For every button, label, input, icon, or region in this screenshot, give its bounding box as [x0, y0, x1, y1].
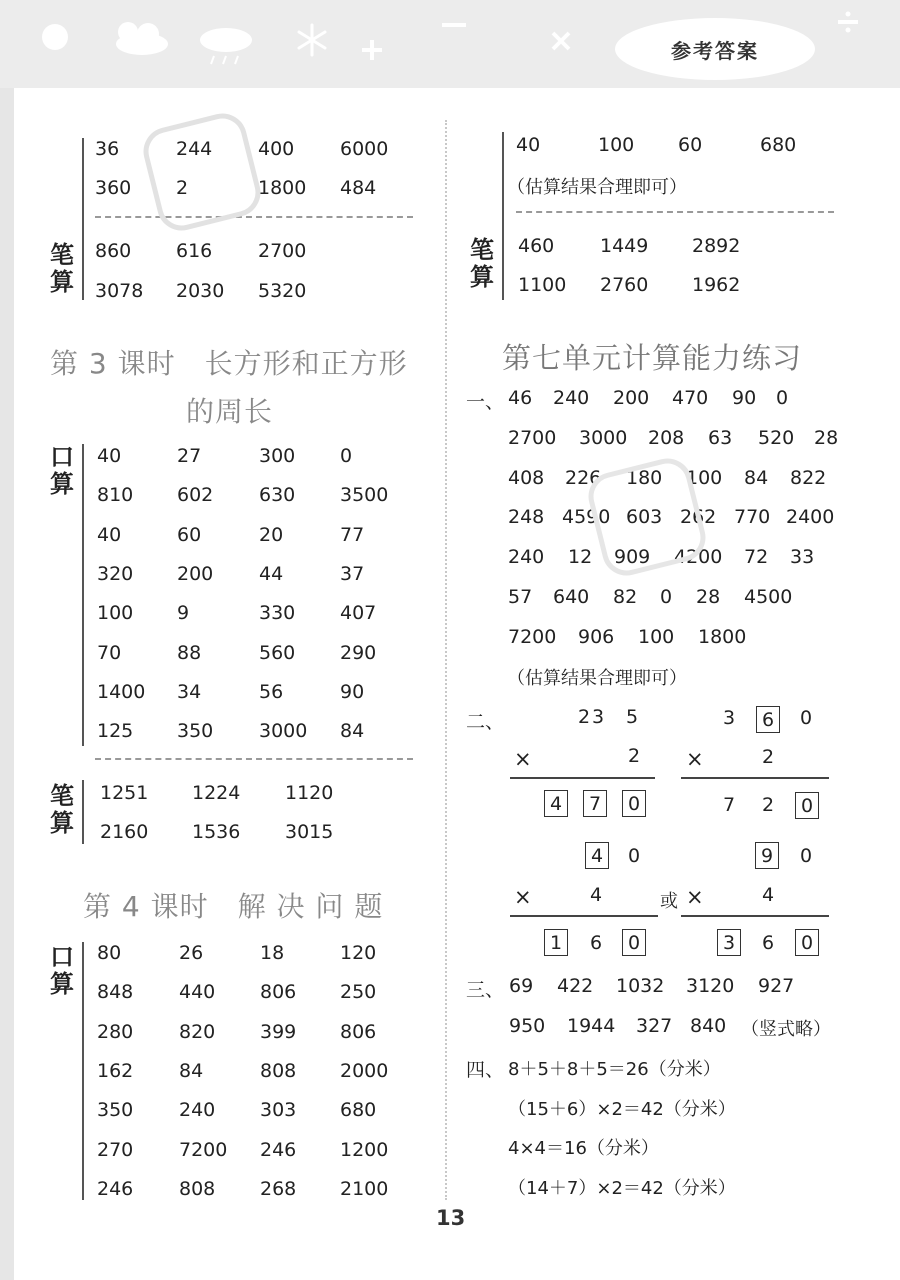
sum-line	[681, 777, 829, 779]
answer-cell: 7200	[508, 625, 557, 648]
answer-cell: 100	[97, 602, 134, 625]
answer-cell: 9	[177, 602, 190, 625]
answer-cell: 3120	[686, 975, 735, 997]
answer-cell: 1251	[100, 782, 149, 804]
question-3-marker: 三、	[466, 979, 505, 1001]
answer-cell: 2100	[340, 1177, 389, 1200]
bracket-line	[82, 780, 84, 844]
answer-cell: 36	[95, 138, 120, 160]
answer-cell: 4500	[744, 586, 793, 608]
rain-icon	[198, 24, 256, 68]
sun-icon	[40, 22, 70, 52]
answer-cell: 1962	[692, 274, 741, 296]
answer-cell: 560	[259, 641, 296, 664]
answer-cell: 240	[553, 387, 590, 409]
answer-cell: 602	[177, 484, 214, 507]
answer-cell: 950	[509, 1015, 546, 1037]
answer-cell: 2400	[786, 506, 835, 529]
answer-cell: 246	[260, 1138, 297, 1161]
answer-cell: 2030	[176, 280, 225, 302]
answer-cell: 28	[814, 426, 839, 449]
answer-cell: 3000	[579, 426, 628, 449]
answer-cell: 180	[626, 466, 663, 489]
divide-icon	[836, 10, 860, 34]
answer-cell: 927	[758, 975, 795, 997]
digit: 6	[762, 932, 775, 954]
answer-cell: 400	[258, 138, 295, 160]
answer-cell: 28	[696, 586, 721, 608]
answer-cell: 1100	[518, 274, 567, 296]
answer-cell: 770	[734, 506, 771, 529]
answer-cell: 630	[259, 484, 296, 507]
answer-cell: 84	[179, 1059, 204, 1082]
bracket-line	[82, 138, 84, 300]
answer-box: 1	[544, 929, 568, 956]
answer-cell: 840	[690, 1015, 727, 1037]
answer-cell: 200	[177, 562, 214, 585]
answer-box: 0	[622, 929, 646, 956]
answer-cell: 680	[340, 1099, 377, 1122]
answer-cell: 2700	[258, 240, 307, 262]
cloudy-icon	[110, 18, 172, 58]
answer-cell: 20	[259, 523, 284, 546]
answer-cell: 37	[340, 562, 365, 585]
answer-cell: 90	[340, 680, 365, 703]
bracket-line	[502, 132, 504, 300]
answer-cell: 125	[97, 720, 134, 743]
section-divider	[516, 211, 834, 213]
answer-cell: 1032	[616, 975, 665, 997]
digit: 7	[723, 794, 736, 816]
answer-cell: 56	[259, 680, 284, 703]
answer-cell: 162	[97, 1059, 134, 1082]
answer-cell: 1449	[600, 235, 649, 257]
answer-cell: 60	[177, 523, 202, 546]
lesson3-title-line2: 的周长	[186, 395, 274, 428]
answer-cell: 2000	[340, 1059, 389, 1082]
answer-cell: 84	[340, 720, 365, 743]
answer-cell: 57	[508, 586, 533, 608]
watermark-logo	[585, 455, 715, 585]
bracket-line	[82, 942, 84, 1200]
answer-cell: 69	[509, 975, 534, 997]
answer-cell: 810	[97, 484, 134, 507]
answer-box: 4	[544, 790, 568, 817]
answer-cell: 100	[686, 466, 723, 489]
answer-cell: 848	[97, 981, 134, 1004]
answer-cell: 250	[340, 981, 377, 1004]
answer-cell: 300	[259, 445, 296, 467]
answer-cell: 2160	[100, 821, 149, 843]
answer-box: 0	[795, 792, 819, 819]
digit: 6	[590, 932, 603, 954]
oral-calc-label: 口算	[50, 443, 74, 498]
answer-cell: 909	[614, 546, 651, 569]
answer-cell: 1800	[258, 177, 307, 199]
answer-cell: 2892	[692, 235, 741, 257]
answer-cell: 408	[508, 466, 545, 489]
minus-icon	[440, 20, 468, 30]
answer-cell: 860	[95, 240, 132, 262]
answer-box: 0	[622, 790, 646, 817]
equation-line: 4×4＝16（分米）	[508, 1138, 659, 1159]
answer-cell: 44	[259, 562, 284, 585]
answer-cell: 460	[518, 235, 555, 257]
answer-cell: 822	[790, 466, 827, 489]
answer-cell: 3000	[259, 720, 308, 743]
question-2-marker: 二、	[466, 711, 505, 733]
sum-line	[510, 777, 655, 779]
answer-cell: 806	[260, 981, 297, 1004]
plus-icon	[360, 38, 384, 62]
watermark-logo	[140, 110, 270, 240]
header-bar	[0, 0, 900, 88]
answer-cell: 33	[790, 546, 815, 569]
omitted-note: （竖式略）	[741, 1019, 831, 1040]
digit: 3	[723, 707, 736, 729]
answer-box: 7	[583, 790, 607, 817]
answer-cell: 7200	[179, 1138, 228, 1161]
answer-cell: 4590	[562, 506, 611, 529]
answer-cell: 246	[97, 1177, 134, 1200]
answer-cell: 303	[260, 1099, 297, 1122]
answer-cell: 680	[760, 134, 797, 156]
answer-cell: 520	[758, 426, 795, 449]
multiply-sign: ×	[686, 885, 704, 909]
answer-cell: 90	[732, 387, 757, 409]
answer-cell: 3500	[340, 484, 389, 507]
digit: 0	[800, 845, 813, 867]
equation-line: （14＋7）×2＝42（分米）	[508, 1178, 736, 1199]
answer-cell: 84	[744, 466, 769, 489]
answer-cell: 1400	[97, 680, 146, 703]
sum-line	[510, 915, 658, 917]
answer-cell: 616	[176, 240, 213, 262]
answer-cell: 1120	[285, 782, 334, 804]
answer-cell: 100	[598, 134, 635, 156]
answer-cell: 18	[260, 942, 285, 964]
answer-cell: 808	[179, 1177, 216, 1200]
answer-cell: 40	[516, 134, 541, 156]
answer-cell: 280	[97, 1020, 134, 1043]
answer-cell: 1536	[192, 821, 241, 843]
digit: 0	[628, 845, 641, 867]
answer-box: 0	[795, 929, 819, 956]
answer-cell: 484	[340, 177, 377, 199]
answer-cell: 82	[613, 586, 638, 608]
answer-cell: 80	[97, 942, 122, 964]
answer-box: 4	[585, 842, 609, 869]
answer-cell: 290	[340, 641, 377, 664]
answer-cell: 1200	[340, 1138, 389, 1161]
question-4-marker: 四、	[466, 1059, 505, 1081]
page-number: 13	[436, 1206, 466, 1230]
answer-cell: 640	[553, 586, 590, 608]
answer-cell: 350	[97, 1099, 134, 1122]
multiply-sign: ×	[686, 747, 704, 771]
answer-cell: 27	[177, 445, 202, 467]
answer-cell: 46	[508, 387, 533, 409]
answer-cell: 399	[260, 1020, 297, 1043]
answer-cell: 40	[97, 445, 122, 467]
answer-cell: 0	[776, 387, 789, 409]
written-calc-label: 笔算	[50, 782, 74, 837]
answer-cell: 3078	[95, 280, 144, 302]
answer-cell: 60	[678, 134, 703, 156]
answer-box: 3	[717, 929, 741, 956]
answer-cell: 88	[177, 641, 202, 664]
answer-cell: 0	[660, 586, 673, 608]
digit: 2	[578, 706, 591, 728]
answer-cell: 244	[176, 138, 213, 160]
digit: 5	[626, 706, 639, 728]
section-divider	[95, 758, 413, 760]
answer-cell: 0	[340, 445, 353, 467]
answer-cell: 320	[97, 562, 134, 585]
answer-cell: 1944	[567, 1015, 616, 1037]
answer-cell: 6000	[340, 138, 389, 160]
answer-cell: 4200	[674, 546, 723, 569]
written-calc-label: 笔算	[470, 236, 494, 291]
multiply-sign: ×	[514, 885, 532, 909]
answer-cell: 12	[568, 546, 593, 569]
answer-cell: 1224	[192, 782, 241, 804]
question-1-marker: 一、	[466, 391, 505, 413]
answer-cell: 422	[557, 975, 594, 997]
digit: 4	[590, 884, 603, 906]
digit: 3	[592, 706, 605, 728]
estimate-note: （估算结果合理即可）	[507, 177, 687, 198]
equation-line: （15＋6）×2＝42（分米）	[508, 1099, 736, 1120]
digit: 0	[800, 707, 813, 729]
answer-cell: 72	[744, 546, 769, 569]
oral-calc-label: 口算	[50, 943, 74, 998]
answer-cell: 63	[708, 426, 733, 449]
answer-cell: 200	[613, 387, 650, 409]
answer-cell: 330	[259, 602, 296, 625]
answer-cell: 1800	[698, 625, 747, 648]
answer-cell: 34	[177, 680, 202, 703]
estimate-note: （估算结果合理即可）	[507, 668, 687, 689]
lesson3-title: 第 3 课时 长方形和正方形	[50, 347, 408, 380]
answer-cell: 240	[508, 546, 545, 569]
digit: 2	[762, 794, 775, 816]
bracket-line	[82, 444, 84, 746]
answer-cell: 208	[648, 426, 685, 449]
answer-cell: 77	[340, 523, 365, 546]
answer-cell: 268	[260, 1177, 297, 1200]
lesson4-title: 第 4 课时 解 决 问 题	[83, 890, 384, 923]
answer-cell: 40	[97, 523, 122, 546]
unit7-title: 第七单元计算能力练习	[502, 341, 803, 375]
answer-cell: 350	[177, 720, 214, 743]
left-margin-band	[0, 88, 14, 1280]
answer-cell: 120	[340, 942, 377, 964]
answer-cell: 820	[179, 1020, 216, 1043]
sum-line	[681, 915, 829, 917]
snowflake-icon	[294, 22, 330, 58]
answer-cell: 100	[638, 625, 675, 648]
multiply-sign: ×	[514, 747, 532, 771]
answer-cell: 248	[508, 506, 545, 529]
answer-cell: 470	[672, 387, 709, 409]
answer-cell: 2	[176, 177, 189, 199]
times-icon	[550, 30, 572, 52]
written-calc-label: 笔算	[50, 241, 74, 296]
digit: 4	[762, 884, 775, 906]
answer-cell: 407	[340, 602, 377, 625]
answer-cell: 226	[565, 466, 602, 489]
answer-key-badge: 参考答案	[615, 18, 815, 80]
digit: 2	[628, 745, 641, 767]
answer-cell: 360	[95, 177, 132, 199]
answer-cell: 3015	[285, 821, 334, 843]
answer-cell: 603	[626, 506, 663, 529]
answer-box: 9	[755, 842, 779, 869]
answer-cell: 808	[260, 1059, 297, 1082]
answer-cell: 806	[340, 1020, 377, 1043]
equation-line: 8＋5＋8＋5＝26（分米）	[508, 1059, 721, 1080]
answer-cell: 440	[179, 981, 216, 1004]
answer-cell: 2700	[508, 426, 557, 449]
digit: 2	[762, 746, 775, 768]
answer-cell: 270	[97, 1138, 134, 1161]
or-label: 或	[660, 891, 678, 912]
answer-cell: 240	[179, 1099, 216, 1122]
column-divider	[445, 120, 447, 1200]
answer-cell: 5320	[258, 280, 307, 302]
answer-cell: 262	[680, 506, 717, 529]
answer-cell: 906	[578, 625, 615, 648]
answer-box: 6	[756, 706, 780, 733]
answer-cell: 26	[179, 942, 204, 964]
answer-cell: 327	[636, 1015, 673, 1037]
answer-cell: 70	[97, 641, 122, 664]
answer-cell: 2760	[600, 274, 649, 296]
